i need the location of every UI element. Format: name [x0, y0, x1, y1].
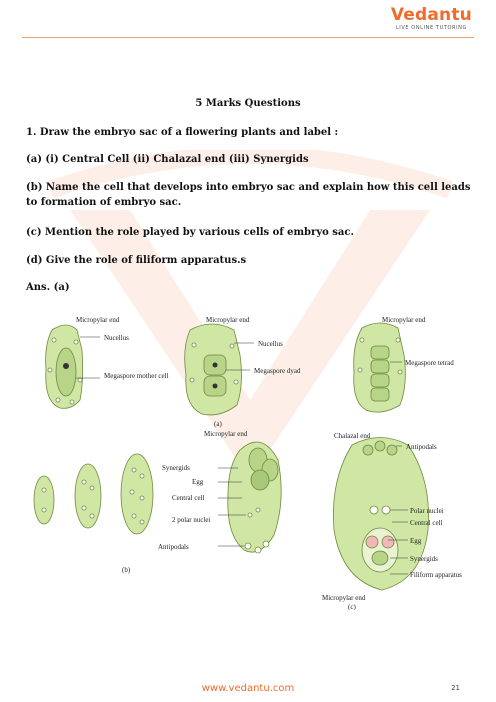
logo-tagline: LIVE ONLINE TUTORING — [395, 25, 467, 31]
question-1c: (c) Mention the role played by various cells of embryo sac. — [26, 227, 354, 238]
a2-nucellus-label: Nucellus — [258, 340, 283, 348]
c-micropylar-label: Micropylar end — [322, 594, 366, 602]
a1-mmc-label: Megaspore mother cell — [104, 372, 169, 380]
question-1: 1. Draw the embryo sac of a flowering plants and label : — [26, 127, 339, 138]
header-divider — [22, 37, 474, 38]
c-antipodals-label: Antipodals — [406, 443, 437, 451]
c-polar-label: Polar nuclei — [410, 507, 444, 515]
b-caption: (b) — [122, 566, 131, 574]
c-filiform-label: Filiform apparatus — [410, 571, 462, 579]
a3-tetrad-label: Megaspore tetrad — [405, 359, 454, 367]
b-antipodals-label: Antipodals — [158, 543, 189, 551]
answer-label: Ans. (a) — [26, 282, 70, 293]
c-chalazal-label: Chalazal end — [334, 432, 371, 440]
b-polar-label: 2 polar nuclei — [172, 516, 211, 524]
page-number: 21 — [451, 684, 460, 692]
stage-megaspore-tetrad — [354, 323, 406, 412]
a2-micropylar-label: Micropylar end — [206, 316, 250, 324]
c-caption: (c) — [348, 603, 356, 610]
question-1a: (a) (i) Central Cell (ii) Chalazal end (iii) Synergids — [26, 154, 309, 165]
b-synergids-label: Synergids — [162, 464, 190, 472]
c-central-label: Central cell — [410, 519, 443, 527]
question-1b: (b) Name the cell that develops into embryo sac and explain how this cell leads to formation of embryo sac. — [26, 182, 471, 208]
b-egg-label: Egg — [192, 478, 204, 486]
b-central-label: Central cell — [172, 494, 205, 502]
vedantu-logo[interactable] — [391, 6, 472, 31]
stage-developing-sacs — [34, 454, 153, 534]
embryo-sac-figure — [22, 310, 474, 610]
logo-wordmark: Vedantu — [390, 5, 472, 25]
a1-micropylar-label: Micropylar end — [76, 316, 120, 324]
footer-website-link[interactable]: www.vedantu.com — [201, 683, 295, 694]
section-heading: 5 Marks Questions — [195, 98, 301, 109]
stage-megaspore-dyad — [185, 324, 242, 415]
a2-dyad-label: Megaspore dyad — [254, 367, 301, 375]
a-caption: (a) — [214, 420, 222, 428]
question-1d: (d) Give the role of filiform apparatus.s — [26, 255, 247, 266]
stage-megaspore-mother-cell — [46, 325, 83, 408]
a1-nucellus-label: Nucellus — [104, 334, 129, 342]
c-synergids-label: Synergids — [410, 555, 438, 563]
a3-micropylar-label: Micropylar end — [382, 316, 426, 324]
b-micropylar-label: Micropylar end — [204, 430, 248, 438]
stage-seven-celled-sac — [228, 442, 281, 553]
c-egg-label: Egg — [410, 537, 422, 545]
